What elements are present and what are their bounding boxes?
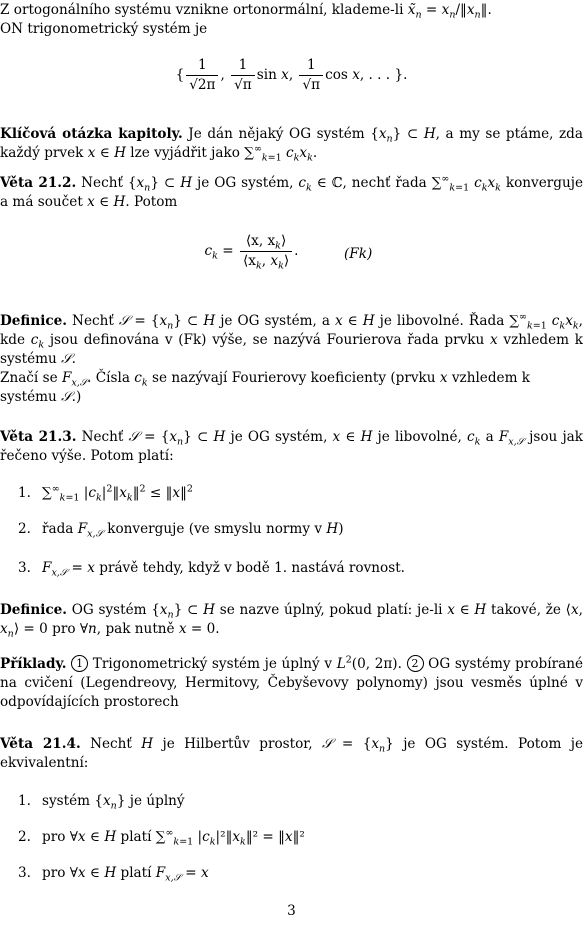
theorem-21-4: Věta 21.4. Nechť H je Hilbertův prostor, 𝒮 = $\{x_n\}$ je OG systém. Potom je ekvivalentní: (0, 736, 583, 771)
theorem-21-3: Věta 21.3. Nechť 𝒮 = $\{x_n\}$ ⊂ H je OG systém, x ∈ H je libovolné, $c_k$ a $F_{x,𝒮}$ jsou jak řečeno výše. Potom platí: (0, 429, 583, 464)
definition-fourier-series: Definice. Nechť 𝒮 = $\{x_n\}$ ⊂ H je OG systém, a x ∈ H je libovolné. Řada $\sum^\infty_{k=1}$ $c_kx_k$, kde $c_k$ jsou definována v (Fk) výše, se nazývá Fourierova řada prvku x vzhledem k systému 𝒮. Značí se $F_{x,𝒮}$. Čísla $c_k$ se nazývají Fourierovy koeficienty (prvku x vzhledem k systému 𝒮.) (0, 311, 583, 405)
trig-system-equation: { $\frac{1}{√2\pi}$ , $\frac{1}{√\pi}$ sin x, $\frac{1}{√\pi}$ cos x, . . . }. (175, 57, 408, 93)
list-item: 3. pro ∀x ∈ H platí $F_{x,𝒮} = x$ (18, 865, 209, 884)
key-question-paragraph: Klíčová otázka kapitoly. Je dán nějaký OG systém $\{x_n\}$ ⊂ H, a my se ptáme, zda každý prvek x ∈ H lze vyjádřit jako $\sum^\infty_{k=1}$ $c_kx_k$. (0, 126, 583, 164)
page-number: 3 (287, 903, 296, 919)
definition-complete-system: Definice. OG systém $\{x_n\}$ ⊂ H se nazve úplný, pokud platí: je-li x ∈ H takové, že ⟨x, $x_n⟩ = 0$ pro ∀n, pak nutně x = 0. (0, 602, 583, 640)
list-item: 3. $F_{x,𝒮} = x$ právě tehdy, když v bodě 1. nastává rovnost. (18, 560, 405, 579)
examples-paragraph: Příklady. 1 Trigonometrický systém je úplný v $L^2(0$, 2π). 2 OG systémy probírané na cvičení (Legendreovy, Hermitovy, Čebyševovy polynomy) jsou vesměs úplné v odpovídajících prostorech (0, 654, 583, 710)
fourier-coefficient-equation: $c_k$ = $\frac{⟨x, x_k⟩}{⟨x_k, x_k⟩}$ . (204, 233, 299, 272)
circled-number: 2 (407, 655, 424, 672)
theorem-21-2: Věta 21.2. Nechť $\{x_n\}$ ⊂ H je OG systém, $c_k$ ∈ ℂ, nechť řada $\sum^\infty_{k=1}$ $c_kx_k$ konverguje a má součet x ∈ H. Potom (0, 173, 583, 210)
list-item: 1. systém $\{x_n\}$ je úplný (18, 793, 185, 812)
list-item: 2. pro ∀x ∈ H platí $\sum^\infty_{k=1}$ $|c_k|^2‖x_k‖^2$ = ‖x‖² (18, 827, 305, 848)
intro-paragraph: Z ortogonálního systému vznikne ortonormální, klademe-li $x̃_n$ = $x_n/‖x_n‖$. ON trigonometrický systém je (0, 2, 492, 37)
circled-number: 1 (71, 655, 88, 672)
list-item: 1. $\sum^\infty_{k=1}$ $|c_k|^2‖x_k‖^2$ ≤ ‖x‖$^2$ (18, 483, 193, 504)
equation-tag: (Fk) (344, 246, 373, 262)
list-item: 2. řada $F_{x,𝒮}$ konverguje (ve smyslu normy v H) (18, 521, 344, 540)
